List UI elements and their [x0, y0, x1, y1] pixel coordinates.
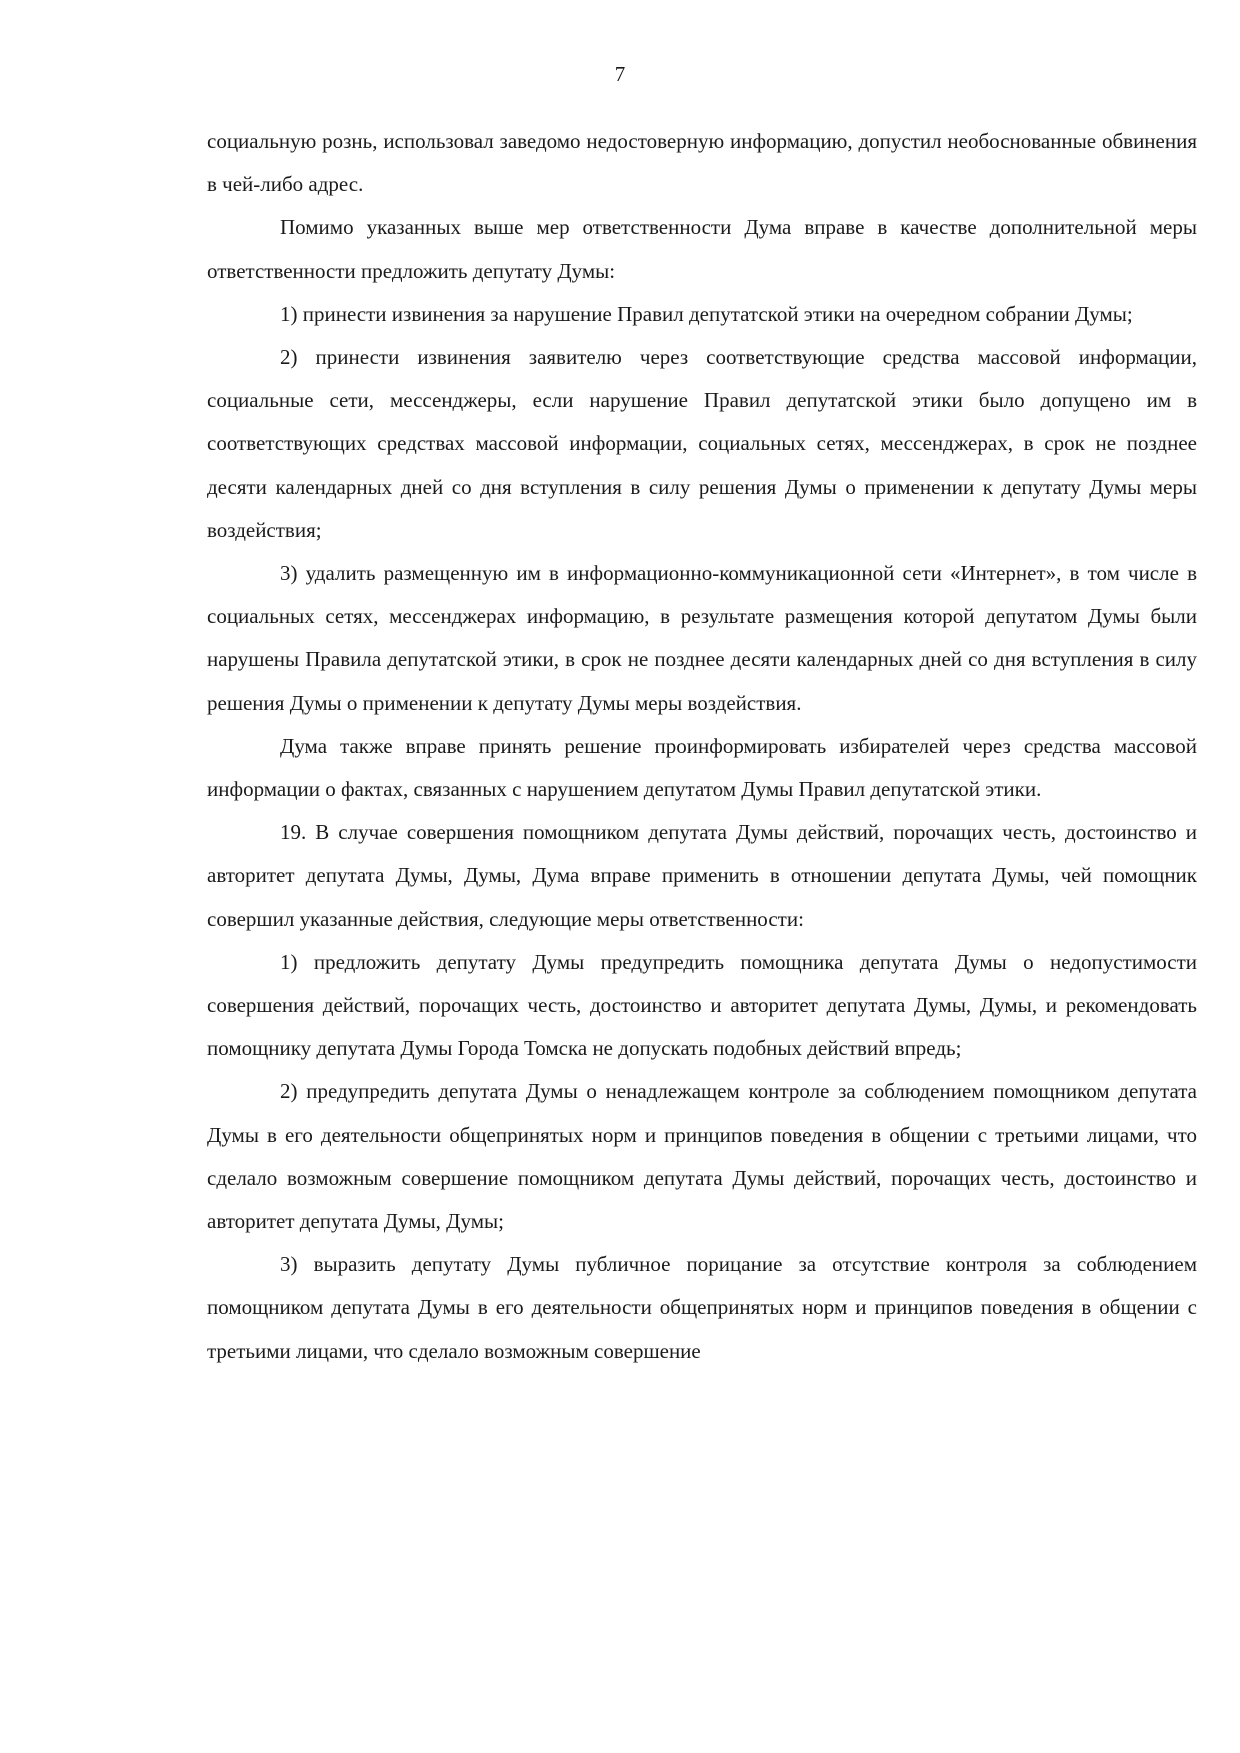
paragraph: социальную рознь, использовал заведомо недостоверную информацию, допустил необоснованные обвинения в чей-либо адрес.	[207, 129, 1197, 197]
document-body	[207, 120, 1197, 1373]
page-number: 7	[614, 62, 626, 86]
list-item: 3) удалить размещенную им в информационно-коммуникационной сети «Интернет», в том числе в социальных сетях, мессенджерах информацию, в результате размещения которой депутатом Думы были нарушены Правила депутатской этики, в срок не позднее десяти календарных дней со дня вступления в силу решения Думы о применении к депутату Думы меры воздействия.	[207, 561, 1197, 715]
clause-19: 19. В случае совершения помощником депутата Думы действий, порочащих честь, достоинство и авторитет депутата Думы, Думы, Дума вправе применить в отношении депутата Думы, чей помощник совершил указанные действия, следующие меры ответственности:	[207, 820, 1197, 931]
list-item: 1) предложить депутату Думы предупредить помощника депутата Думы о недопустимости совершения действий, порочащих честь, достоинство и авторитет депутата Думы, Думы, и рекомендовать помощнику депутата Думы Города Томска не допускать подобных действий впредь;	[207, 949, 1197, 1061]
paragraph: Помимо указанных выше мер ответственности Дума вправе в качестве дополнительной меры ответственности предложить депутату Думы:	[207, 215, 1197, 283]
list-item: 2) предупредить депутата Думы о ненадлежащем контроле за соблюдением помощником депутата Думы в его деятельности общепринятых норм и принципов поведения в общении с третьими лицами, что сделало возможным совершение помощником депутата Думы действий, порочащих честь, достоинство и авторитет депутата Думы, Думы;	[207, 1079, 1197, 1234]
list-item: 1) принести извинения за нарушение Правил депутатской этики на очередном собрании Думы;	[280, 301, 1133, 326]
paragraph: Дума также вправе принять решение проинформировать избирателей через средства массовой информации о фактах, связанных с нарушением депутатом Думы Правил депутатской этики.	[207, 733, 1197, 802]
list-item: 3) выразить депутату Думы публичное порицание за отсутствие контроля за соблюдением помощником депутата Думы в его деятельности общепринятых норм и принципов поведения в общении с третьими лицами, что сделало возможным совершение	[207, 1252, 1197, 1363]
list-item: 2) принести извинения заявителю через соответствующие средства массовой информации, социальные сети, мессенджеры, если нарушение Правил депутатской этики было допущено им в соответствующих средствах массовой информации, социальных сетях, мессенджерах, в срок не позднее десяти календарных дней со дня вступления в силу решения Думы о применении к депутату Думы меры воздействия;	[207, 345, 1197, 542]
